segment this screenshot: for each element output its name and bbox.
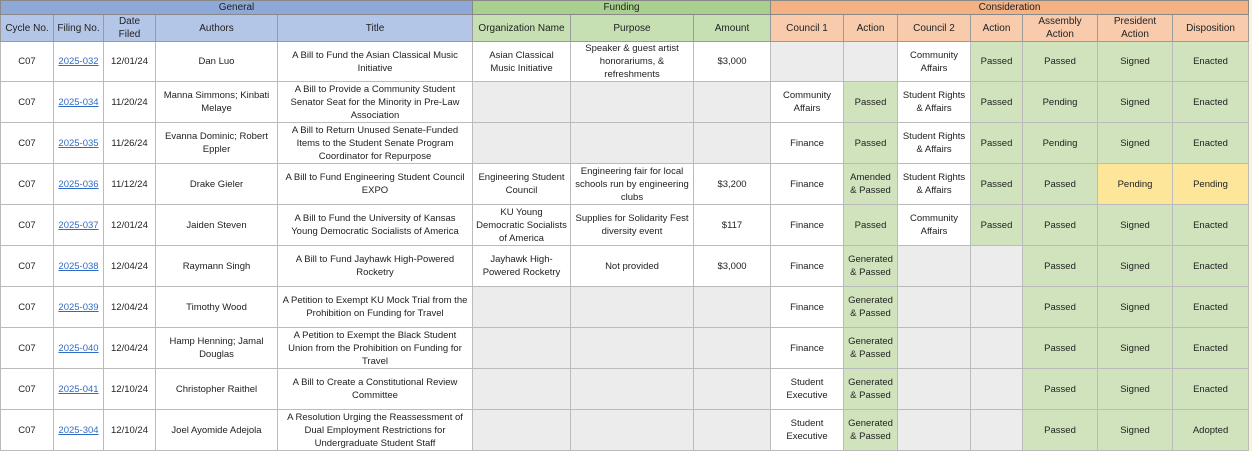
filing-link[interactable]: 2025-032 xyxy=(58,56,99,67)
cell[interactable]: C07 xyxy=(1,164,54,205)
group-general: General xyxy=(1,1,473,15)
cell[interactable] xyxy=(898,287,971,328)
cell[interactable] xyxy=(571,328,694,369)
cell[interactable]: A Bill to Return Unused Senate-Funded Items to the Student Senate Program Coordinator for Repurpose xyxy=(278,123,473,164)
cell[interactable]: Community Affairs xyxy=(771,82,844,123)
cell[interactable] xyxy=(571,410,694,451)
cell[interactable]: Enacted xyxy=(1173,328,1249,369)
cell[interactable]: 11/12/24 xyxy=(104,164,156,205)
cell[interactable] xyxy=(54,164,104,205)
cell[interactable]: Signed xyxy=(1098,410,1173,451)
cell[interactable]: Community Affairs xyxy=(898,205,971,246)
cell[interactable]: 12/04/24 xyxy=(104,246,156,287)
column-header[interactable]: Date Filed xyxy=(104,15,156,42)
column-header[interactable]: Council 1 xyxy=(771,15,844,42)
cell[interactable]: Passed xyxy=(1023,328,1098,369)
cell[interactable] xyxy=(473,123,571,164)
table-row xyxy=(1,287,1249,328)
cell[interactable]: Passed xyxy=(844,82,898,123)
cell[interactable]: Hamp Henning; Jamal Douglas xyxy=(156,328,278,369)
cell[interactable]: Pending xyxy=(1023,123,1098,164)
cell[interactable]: 12/04/24 xyxy=(104,328,156,369)
table-row xyxy=(1,410,1249,451)
cell[interactable]: A Resolution Urging the Reassessment of Dual Employment Restrictions for Undergraduate Student Staff xyxy=(278,410,473,451)
cell[interactable] xyxy=(54,328,104,369)
cell[interactable]: A Bill to Fund the University of Kansas Young Democratic Socialists of America xyxy=(278,205,473,246)
cell[interactable] xyxy=(54,410,104,451)
table-row xyxy=(1,42,1249,82)
cell[interactable] xyxy=(473,410,571,451)
cell[interactable] xyxy=(571,287,694,328)
cell[interactable]: Pending xyxy=(1098,164,1173,205)
filing-link[interactable]: 2025-038 xyxy=(58,260,99,272)
cell[interactable]: Generated & Passed xyxy=(844,410,898,451)
cell[interactable] xyxy=(844,42,898,82)
cell[interactable]: Passed xyxy=(971,123,1023,164)
cell[interactable] xyxy=(54,123,104,164)
cell[interactable]: 12/10/24 xyxy=(104,369,156,410)
cell[interactable]: 12/10/24 xyxy=(104,410,156,451)
cell[interactable]: $3,200 xyxy=(694,164,771,205)
column-header[interactable]: Action xyxy=(971,15,1023,42)
cell[interactable]: Student Rights & Affairs xyxy=(898,123,971,164)
cell[interactable]: Enacted xyxy=(1173,287,1249,328)
cell[interactable]: A Bill to Create a Constitutional Review Committee xyxy=(278,369,473,410)
filing-link[interactable]: 2025-036 xyxy=(58,178,99,190)
cell[interactable]: Jayhawk High-Powered Rocketry xyxy=(473,246,571,287)
cell[interactable]: Finance xyxy=(771,287,844,328)
cell[interactable]: Student Executive xyxy=(771,410,844,451)
cell[interactable] xyxy=(694,82,771,123)
table-row xyxy=(1,123,1249,164)
cell[interactable]: Passed xyxy=(1023,410,1098,451)
cell[interactable]: Finance xyxy=(771,246,844,287)
cell[interactable] xyxy=(473,328,571,369)
filing-link[interactable]: 2025-304 xyxy=(58,424,99,436)
cell[interactable] xyxy=(694,369,771,410)
cell[interactable] xyxy=(54,369,104,410)
cell[interactable]: Passed xyxy=(971,205,1023,246)
group-consideration: Consideration xyxy=(771,1,1249,15)
cell[interactable]: Generated & Passed xyxy=(844,328,898,369)
column-header[interactable]: President Action xyxy=(1098,15,1173,42)
cell[interactable]: Passed xyxy=(1023,164,1098,205)
cell[interactable]: A Bill to Fund the Asian Classical Music Initiative xyxy=(278,42,473,82)
cell[interactable]: Signed xyxy=(1098,328,1173,369)
cell[interactable]: Adopted xyxy=(1173,410,1249,451)
cell[interactable]: C07 xyxy=(1,82,54,123)
cell[interactable] xyxy=(694,287,771,328)
cell[interactable]: Student Rights & Affairs xyxy=(898,82,971,123)
cell[interactable]: Pending xyxy=(1173,164,1249,205)
cell[interactable]: Jaiden Steven xyxy=(156,205,278,246)
cell[interactable]: Drake Gieler xyxy=(156,164,278,205)
filing-link[interactable]: 2025-037 xyxy=(58,219,99,231)
cell[interactable]: Community Affairs xyxy=(898,42,971,82)
cell[interactable]: Passed xyxy=(1023,246,1098,287)
column-header[interactable]: Cycle No. xyxy=(1,15,54,42)
cell[interactable] xyxy=(473,369,571,410)
cell[interactable]: C07 xyxy=(1,42,54,82)
column-header[interactable]: Action xyxy=(844,15,898,42)
column-header[interactable]: Purpose xyxy=(571,15,694,42)
cell[interactable]: $117 xyxy=(694,205,771,246)
filing-link[interactable]: 2025-034 xyxy=(58,96,99,108)
cell[interactable]: Passed xyxy=(971,164,1023,205)
column-header[interactable]: Title xyxy=(278,15,473,42)
cell[interactable]: Pending xyxy=(1023,82,1098,123)
cell[interactable]: A Bill to Fund Jayhawk High-Powered Rocketry xyxy=(278,246,473,287)
cell[interactable] xyxy=(54,42,104,82)
cell[interactable] xyxy=(473,82,571,123)
cell[interactable]: Enacted xyxy=(1173,205,1249,246)
cell[interactable]: $3,000 xyxy=(694,246,771,287)
filing-link[interactable]: 2025-040 xyxy=(58,342,99,354)
cell[interactable]: Enacted xyxy=(1173,369,1249,410)
cell[interactable]: Signed xyxy=(1098,205,1173,246)
cell[interactable]: Engineering Student Council xyxy=(473,164,571,205)
cell[interactable] xyxy=(898,246,971,287)
cell[interactable]: Passed xyxy=(1023,42,1098,82)
cell[interactable]: Finance xyxy=(771,328,844,369)
cell[interactable] xyxy=(971,410,1023,451)
cell[interactable]: C07 xyxy=(1,328,54,369)
cell[interactable] xyxy=(473,287,571,328)
cell[interactable]: Passed xyxy=(1023,205,1098,246)
cell[interactable]: Enacted xyxy=(1173,123,1249,164)
cell[interactable] xyxy=(971,246,1023,287)
cell[interactable] xyxy=(971,369,1023,410)
cell[interactable]: C07 xyxy=(1,287,54,328)
cell[interactable]: Generated & Passed xyxy=(844,369,898,410)
cell[interactable]: Dan Luo xyxy=(156,42,278,82)
cell[interactable] xyxy=(54,246,104,287)
cell[interactable]: Timothy Wood xyxy=(156,287,278,328)
cell[interactable]: C07 xyxy=(1,369,54,410)
cell[interactable]: Passed xyxy=(971,42,1023,82)
cell[interactable]: A Petition to Exempt the Black Student Union from the Prohibition on Funding for Travel xyxy=(278,328,473,369)
cell[interactable]: 11/26/24 xyxy=(104,123,156,164)
cell[interactable]: Enacted xyxy=(1173,42,1249,82)
cell[interactable]: Supplies for Solidarity Fest diversity event xyxy=(571,205,694,246)
cell[interactable]: C07 xyxy=(1,410,54,451)
cell[interactable]: KU Young Democratic Socialists of America xyxy=(473,205,571,246)
cell[interactable]: Generated & Passed xyxy=(844,287,898,328)
cell[interactable]: $3,000 xyxy=(694,42,771,82)
cell[interactable] xyxy=(971,287,1023,328)
cell[interactable]: Student Executive xyxy=(771,369,844,410)
table-row xyxy=(1,246,1249,287)
cell[interactable]: 12/01/24 xyxy=(104,42,156,82)
cell[interactable]: Passed xyxy=(844,123,898,164)
cell[interactable] xyxy=(694,328,771,369)
cell[interactable] xyxy=(694,410,771,451)
cell[interactable]: Enacted xyxy=(1173,246,1249,287)
column-header[interactable]: Disposition xyxy=(1173,15,1249,42)
cell[interactable]: 12/04/24 xyxy=(104,287,156,328)
cell[interactable]: A Bill to Provide a Community Student Senator Seat for the Minority in Pre-Law Association xyxy=(278,82,473,123)
filing-link[interactable]: 2025-041 xyxy=(58,383,99,395)
cell[interactable] xyxy=(54,287,104,328)
cell[interactable] xyxy=(898,410,971,451)
cell[interactable] xyxy=(571,82,694,123)
cell[interactable]: Passed xyxy=(844,205,898,246)
cell[interactable]: C07 xyxy=(1,123,54,164)
table-row xyxy=(1,164,1249,205)
cell[interactable] xyxy=(898,369,971,410)
cell[interactable] xyxy=(54,205,104,246)
cell[interactable]: A Bill to Fund Engineering Student Council EXPO xyxy=(278,164,473,205)
cell[interactable]: Enacted xyxy=(1173,82,1249,123)
cell[interactable] xyxy=(771,42,844,82)
group-funding: Funding xyxy=(473,1,771,15)
cell[interactable] xyxy=(54,82,104,123)
cell[interactable]: Passed xyxy=(1023,369,1098,410)
cell[interactable]: Raymann Singh xyxy=(156,246,278,287)
cell[interactable]: Engineering fair for local schools run by engineering clubs xyxy=(571,164,694,205)
cell[interactable]: Passed xyxy=(1023,287,1098,328)
cell[interactable]: Passed xyxy=(971,82,1023,123)
column-header[interactable]: Filing No. xyxy=(54,15,104,42)
filing-link[interactable]: 2025-039 xyxy=(58,301,99,313)
column-header[interactable]: Organization Name xyxy=(473,15,571,42)
column-header[interactable]: Amount xyxy=(694,15,771,42)
table-row xyxy=(1,328,1249,369)
cell[interactable]: Asian Classical Music Initiative xyxy=(473,42,571,82)
cell[interactable]: Joel Ayomide Adejola xyxy=(156,410,278,451)
cell[interactable]: 11/20/24 xyxy=(104,82,156,123)
cell[interactable]: Amended & Passed xyxy=(844,164,898,205)
cell[interactable]: Not provided xyxy=(571,246,694,287)
table-row xyxy=(1,82,1249,123)
cell[interactable] xyxy=(971,328,1023,369)
cell[interactable] xyxy=(571,369,694,410)
cell[interactable]: Generated & Passed xyxy=(844,246,898,287)
cell[interactable] xyxy=(571,123,694,164)
cell[interactable]: Finance xyxy=(771,164,844,205)
cell[interactable]: 12/01/24 xyxy=(104,205,156,246)
cell[interactable]: C07 xyxy=(1,246,54,287)
cell[interactable]: Christopher Raithel xyxy=(156,369,278,410)
table-row xyxy=(1,369,1249,410)
cell[interactable]: Signed xyxy=(1098,287,1173,328)
cell[interactable]: Signed xyxy=(1098,123,1173,164)
cell[interactable]: Finance xyxy=(771,205,844,246)
cell[interactable]: Signed xyxy=(1098,82,1173,123)
column-header[interactable]: Assembly Action xyxy=(1023,15,1098,42)
cell[interactable]: A Petition to Exempt KU Mock Trial from the Prohibition on Funding for Travel xyxy=(278,287,473,328)
column-header[interactable]: Authors xyxy=(156,15,278,42)
cell[interactable]: Signed xyxy=(1098,246,1173,287)
cell[interactable]: Speaker & guest artist honorariums, & refreshments xyxy=(571,42,694,82)
cell[interactable]: Evanna Dominic; Robert Eppler xyxy=(156,123,278,164)
cell[interactable]: C07 xyxy=(1,205,54,246)
cell[interactable] xyxy=(694,123,771,164)
table-row xyxy=(1,205,1249,246)
filing-link[interactable]: 2025-035 xyxy=(58,137,99,149)
cell[interactable]: Signed xyxy=(1098,42,1173,82)
cell[interactable]: Signed xyxy=(1098,369,1173,410)
column-header[interactable]: Council 2 xyxy=(898,15,971,42)
cell[interactable]: Manna Simmons; Kinbati Melaye xyxy=(156,82,278,123)
cell[interactable]: Student Rights & Affairs xyxy=(898,164,971,205)
cell[interactable] xyxy=(898,328,971,369)
cell[interactable]: Finance xyxy=(771,123,844,164)
